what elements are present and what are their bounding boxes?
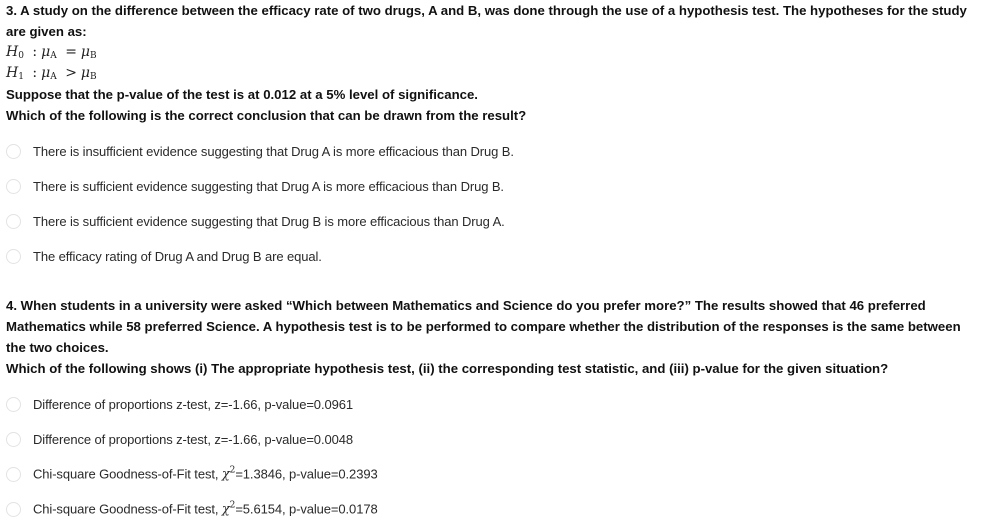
- option-label: The efficacy rating of Drug A and Drug B are equal.: [33, 248, 322, 264]
- q3-stem-line-2: are given as:: [6, 24, 87, 39]
- radio-button[interactable]: [6, 144, 21, 159]
- q4-option-d[interactable]: [6, 498, 378, 520]
- q3-stem-line-4: Which of the following is the correct conclusion that can be drawn from the result?: [6, 108, 527, 123]
- radio-button[interactable]: [6, 502, 21, 517]
- q4-option-c[interactable]: [6, 463, 378, 485]
- option-label: There is sufficient evidence suggesting that Drug A is more efficacious than Drug B.: [33, 178, 504, 194]
- option-label: Difference of proportions z-test, z=-1.66, p-value=0.0048: [33, 431, 353, 447]
- option-label: There is insufficient evidence suggesting that Drug A is more efficacious than Drug B.: [33, 143, 514, 159]
- q4-stem-line-4: Which of the following shows (i) The appropriate hypothesis test, (ii) the corresponding test statistic, and (iii) p-value for the given situation?: [6, 361, 889, 376]
- q3-alternative-hypothesis: $H_1$ : $\mu_A > \mu_B$: [6, 65, 97, 82]
- q4-stem-line-1: 4. When students in a university were asked “Which between Mathematics and Science do you prefer more?” The results showed that 46 preferred: [6, 298, 926, 313]
- q3-stem-line-1: 3. A study on the difference between the efficacy rate of two drugs, A and B, was done through the use of a hypothesis test. The hypotheses for the study: [6, 3, 967, 18]
- q3-stem-line-3: Suppose that the p-value of the test is at 0.012 at a 5% level of significance.: [6, 87, 478, 102]
- chi-symbol: $\chi^2$: [221, 465, 236, 483]
- q4-stem-line-2: Mathematics while 58 preferred Science. A hypothesis test is to be performed to compare whether the distribution of the responses is the same between: [6, 319, 961, 334]
- option-label: There is sufficient evidence suggesting that Drug B is more efficacious than Drug A.: [33, 213, 505, 229]
- option-label: Chi-square Goodness-of-Fit test, $\chi^2=1.3846$, p-value=0.2393: [33, 465, 378, 483]
- radio-button[interactable]: [6, 249, 21, 264]
- q3-null-hypothesis: $H_0$ : $\mu_A = \mu_B$: [6, 44, 97, 61]
- radio-button[interactable]: [6, 432, 21, 447]
- option-label: Chi-square Goodness-of-Fit test, $\chi^2=5.6154$, p-value=0.0178: [33, 500, 378, 518]
- q4-option-a[interactable]: [6, 393, 353, 415]
- radio-button[interactable]: [6, 179, 21, 194]
- q3-option-a[interactable]: [6, 140, 514, 162]
- q3-option-c[interactable]: [6, 210, 505, 232]
- radio-button[interactable]: [6, 397, 21, 412]
- q4-stem-line-3: the two choices.: [6, 340, 109, 355]
- option-label: Difference of proportions z-test, z=-1.66, p-value=0.0961: [33, 396, 353, 412]
- chi-symbol: $\chi^2$: [221, 500, 236, 518]
- q4-option-b[interactable]: [6, 428, 353, 450]
- radio-button[interactable]: [6, 467, 21, 482]
- q3-option-d[interactable]: [6, 245, 322, 267]
- radio-button[interactable]: [6, 214, 21, 229]
- q3-option-b[interactable]: [6, 175, 504, 197]
